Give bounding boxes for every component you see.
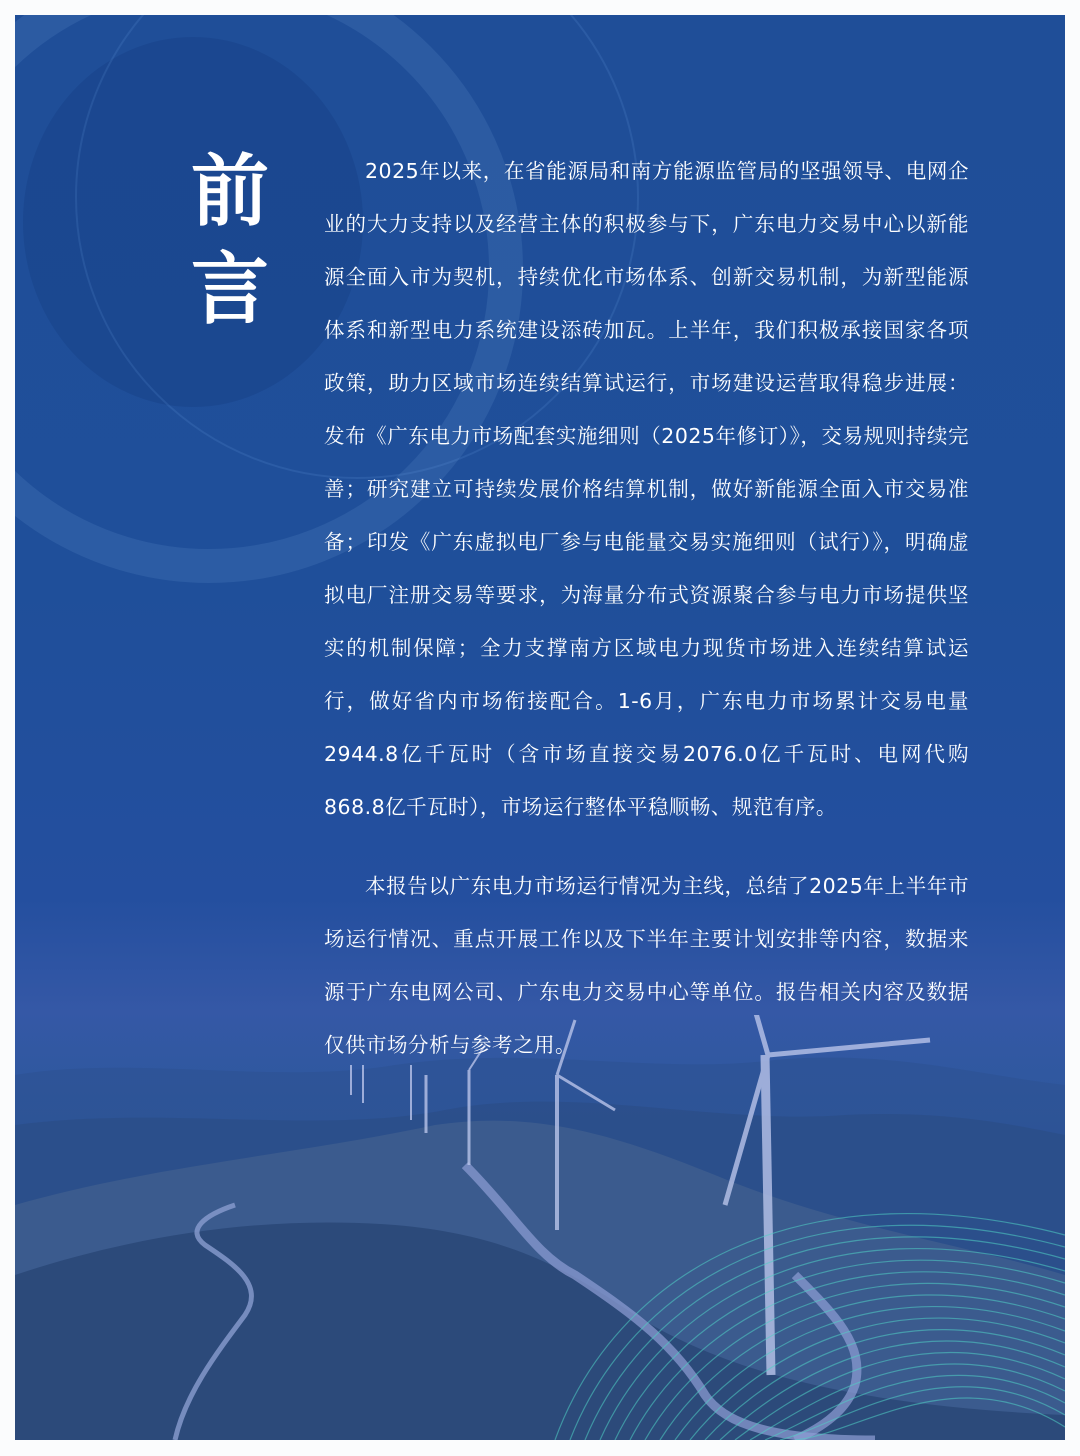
page-title: [185, 143, 275, 339]
paragraph: 2025年以来，在省能源局和南方能源监管局的坚强领导、电网企业的大力支持以及经营主体的积极参与下，广东电力交易中心以新能源全面入市为契机，持续优化市场体系、创新交易机制，为新型能源体系和新型电力系统建设添砖加瓦。上半年，我们积极承接国家各项政策，助力区域市场连续结算试运行，市场建设运营取得稳步进展：发布《广东电力市场配套实施细则（2025年修订）》，交易规则持续完善；研究建立可持续发展价格结算机制，做好新能源全面入市交易准备；印发《广东虚拟电厂参与电能量交易实施细则（试行）》，明确虚拟电厂注册交易等要求，为海量分布式资源聚合参与电力市场提供坚实的机制保障；全力支撑南方区域电力现货市场进入连续结算试运行，做好省内市场衔接配合。1-6月，广东电力市场累计交易电量2944.8亿千瓦时（含市场直接交易2076.0亿千瓦时、电网代购868.8亿千瓦时），市场运行整体平稳顺畅、规范有序。: [324, 159, 969, 819]
title-char: 言: [190, 245, 269, 335]
wind-farm-landscape-image: [15, 1015, 1065, 1440]
preface-page: [15, 15, 1065, 1440]
paragraph: 本报告以广东电力市场运行情况为主线，总结了2025年上半年市场运行情况、重点开展工作以及下半年主要计划安排等内容，数据来源于广东电网公司、广东电力交易中心等单位。报告相关内容及数据仅供市场分析与参考之用。: [324, 874, 969, 1057]
title-char: 前: [190, 147, 269, 237]
preface-body: [324, 145, 969, 1072]
